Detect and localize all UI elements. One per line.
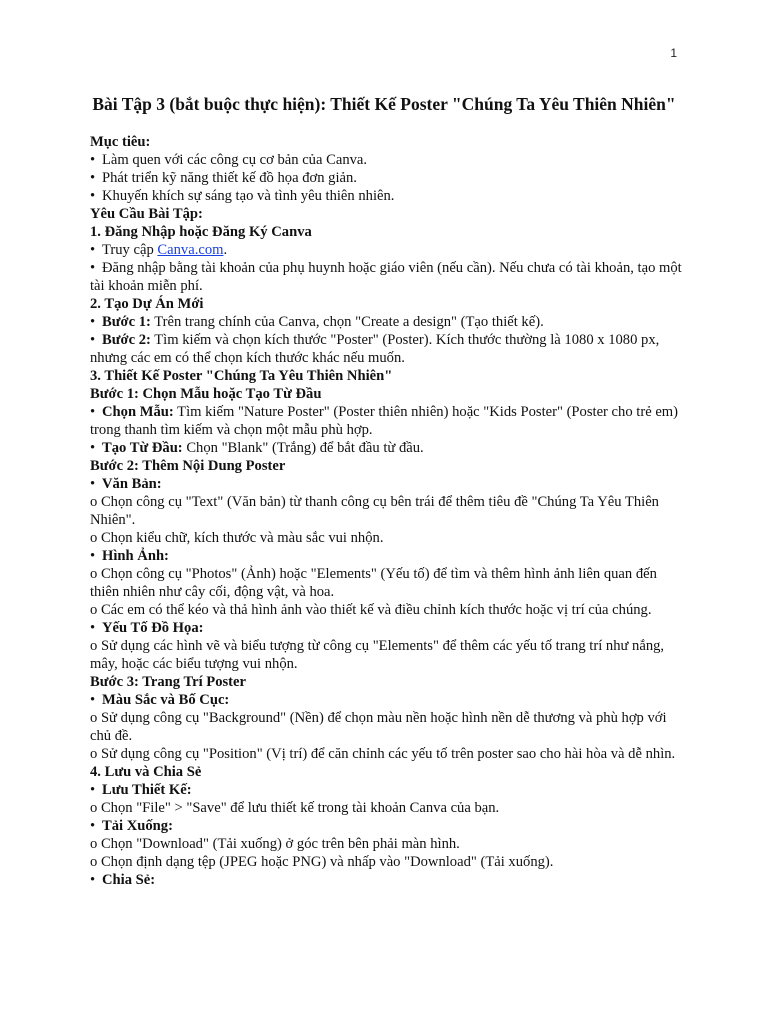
section-4-heading: 4. Lưu và Chia Sẻ xyxy=(90,764,202,780)
color-layout-subheading: • Màu Sắc và Bố Cục: xyxy=(90,691,685,709)
sub-item: o Chọn kiểu chữ, kích thước và màu sắc vui nhộn. xyxy=(90,530,384,546)
canva-link[interactable]: Canva.com xyxy=(157,242,224,258)
text-subheading: • Văn Bản: xyxy=(90,475,685,493)
choose-template-label: Chọn Mẫu: xyxy=(102,404,174,420)
document-title: Bài Tập 3 (bắt buộc thực hiện): Thiết Kế Poster "Chúng Ta Yêu Thiên Nhiên" xyxy=(92,94,676,114)
step-1-label: Bước 1: xyxy=(102,314,151,330)
sub-item: o Chọn công cụ "Text" (Văn bản) từ thanh công cụ bên trái để thêm tiêu đề "Chúng Ta Yêu Thiên Nhiên". xyxy=(90,494,659,528)
graphic-subheading: • Yếu Tố Đồ Họa: xyxy=(90,619,685,637)
document-body xyxy=(90,133,685,889)
section-3-heading: 3. Thiết Kế Poster "Chúng Ta Yêu Thiên Nhiên" xyxy=(90,368,393,384)
design-step-1-heading: Bước 1: Chọn Mẫu hoặc Tạo Từ Đầu xyxy=(90,386,322,402)
page-number: 1 xyxy=(670,46,677,60)
design-step-3-heading: Bước 3: Trang Trí Poster xyxy=(90,674,246,690)
save-subheading: • Lưu Thiết Kế: xyxy=(90,781,685,799)
image-subheading: • Hình Ảnh: xyxy=(90,547,685,565)
objective-item: • Khuyến khích sự sáng tạo và tình yêu thiên nhiên. xyxy=(90,187,685,205)
from-scratch-item: • Tạo Từ Đầu: Chọn "Blank" (Trắng) để bắt đầu từ đầu. xyxy=(90,439,685,457)
section-2-heading: 2. Tạo Dự Án Mới xyxy=(90,296,204,312)
sub-item: o Sử dụng các hình vẽ và biểu tượng từ công cụ "Elements" để thêm các yếu tố trang trí như nắng, mây, hoặc các biểu tượng vui nhộn. xyxy=(90,638,665,672)
objectives-heading: Mục tiêu: xyxy=(90,134,151,150)
access-canva-item: • Truy cập Canva.com. xyxy=(90,241,685,259)
requirements-heading: Yêu Cầu Bài Tập: xyxy=(90,206,203,222)
design-step-2-heading: Bước 2: Thêm Nội Dung Poster xyxy=(90,458,286,474)
section-1-heading: 1. Đăng Nhập hoặc Đăng Ký Canva xyxy=(90,224,312,240)
choose-template-item: • Chọn Mẫu: Tìm kiếm "Nature Poster" (Poster thiên nhiên) hoặc "Kids Poster" (Poster cho trẻ em) trong thanh tìm kiếm và chọn một mẫu phù hợp. xyxy=(90,403,685,439)
sub-item: o Chọn công cụ "Photos" (Ảnh) hoặc "Elements" (Yếu tố) để tìm và thêm hình ảnh liên quan đến thiên nhiên như cây cối, động vật, và hoa. xyxy=(90,566,657,600)
objective-item: • Phát triển kỹ năng thiết kế đồ họa đơn giản. xyxy=(90,169,685,187)
sub-item: o Chọn "File" > "Save" để lưu thiết kế trong tài khoản Canva của bạn. xyxy=(90,800,500,816)
share-subheading: • Chia Sẻ: xyxy=(90,871,685,889)
objective-item: • Làm quen với các công cụ cơ bản của Canva. xyxy=(90,151,685,169)
step-2-item: • Bước 2: Tìm kiếm và chọn kích thước "Poster" (Poster). Kích thước thường là 1080 x 1080 px, nhưng các em có thể chọn kích thước khác nếu muốn. xyxy=(90,331,685,367)
sub-item: o Chọn "Download" (Tải xuống) ở góc trên bên phải màn hình. xyxy=(90,836,460,852)
login-item: • Đăng nhập bằng tài khoản của phụ huynh hoặc giáo viên (nếu cần). Nếu chưa có tài khoản, tạo một tài khoản miễn phí. xyxy=(90,259,685,295)
from-scratch-label: Tạo Từ Đầu: xyxy=(102,440,183,456)
sub-item: o Sử dụng công cụ "Background" (Nền) để chọn màu nền hoặc hình nền dễ thương và phù hợp với chủ đề. xyxy=(90,710,667,744)
step-2-label: Bước 2: xyxy=(102,332,151,348)
download-subheading: • Tải Xuống: xyxy=(90,817,685,835)
sub-item: o Chọn định dạng tệp (JPEG hoặc PNG) và nhấp vào "Download" (Tải xuống). xyxy=(90,854,554,870)
step-1-item: • Bước 1: Trên trang chính của Canva, chọn "Create a design" (Tạo thiết kế). xyxy=(90,313,685,331)
sub-item: o Các em có thể kéo và thả hình ảnh vào thiết kế và điều chỉnh kích thước hoặc vị trí của chúng. xyxy=(90,602,652,618)
sub-item: o Sử dụng công cụ "Position" (Vị trí) để căn chỉnh các yếu tố trên poster sao cho hài hòa và dễ nhìn. xyxy=(90,746,676,762)
